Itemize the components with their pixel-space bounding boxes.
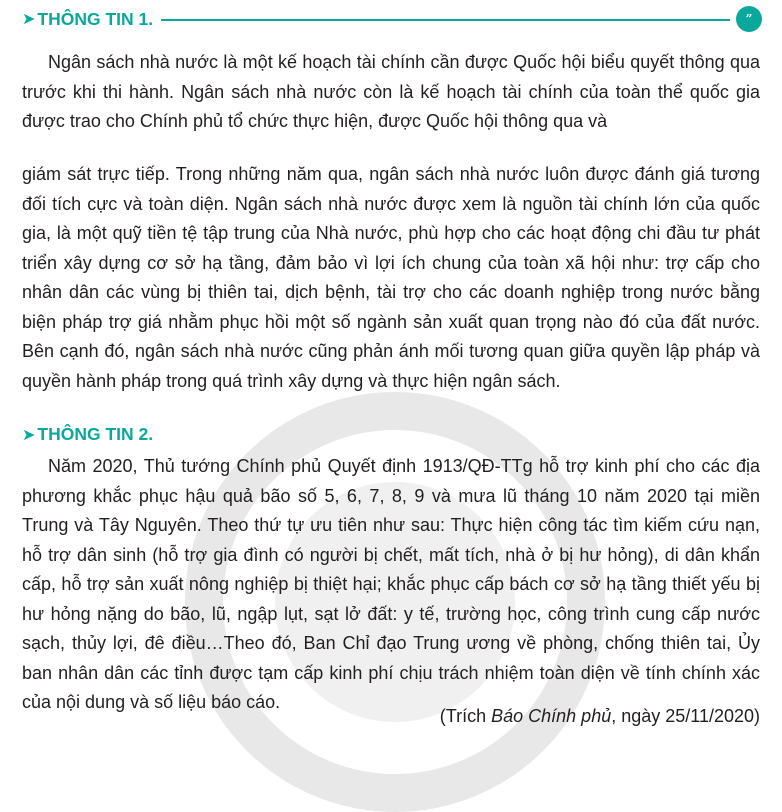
info1-paragraph-2: giám sát trực tiếp. Trong những năm qua, ngân sách nhà nước luôn được đánh giá tương đối tích cực và toàn diện. Ngân sách nhà nước được xem là nguồn tài chính lớn của quốc gia, là một quỹ tiền tệ tập trung của Nhà nước, phù hợp cho các hoạt động chi đầu tư phát triển xây dựng cơ sở hạ tầng, đảm bảo vì lợi ích chung của toàn xã hội như: trợ cấp cho nhân dân các vùng bị thiên tai, dịch bệnh, tài trợ cho các doanh nghiệp trong nước bằng biện pháp trợ giá nhằm phục hồi một số ngành sản xuất quan trọng nào đó của đất nước. Bên cạnh đó, ngân sách nhà nước cũng phản ánh mối tương quan giữa quyền lập pháp và quyền hành pháp trong quá trình xây dựng và thực hiện ngân sách. (22, 164, 760, 391)
heading-rule (161, 19, 730, 21)
source-title: Báo Chính phủ (491, 706, 612, 726)
info2-heading-text: THÔNG TIN 2. (37, 424, 154, 444)
info2-paragraph: Năm 2020, Thủ tướng Chính phủ Quyết định 1913/QĐ-TTg hỗ trợ kinh phí cho các địa phương khắc phục hậu quả bão số 5, 6, 7, 8, 9 và mưa lũ tháng 10 năm 2020 tại miền Trung và Tây Nguyên. Theo thứ tự ưu tiên như sau: Thực hiện công tác tìm kiếm cứu nạn, hỗ trợ dân sinh (hỗ trợ gia đình có người bị chết, mất tích, nhà ở bị hư hỏng), di dân khẩn cấp, hỗ trợ sản xuất nông nghiệp bị thiệt hại; khắc phục cấp bách cơ sở hạ tầng thiết yếu bị hư hỏng nặng do bão, lũ, ngập lụt, sạt lở đất: y tế, trường học, công trình cung cấp nước sạch, thủy lợi, đê điều…Theo đó, Ban Chỉ đạo Trung ương về phòng, chống thiên tai, Ủy ban nhân dân các tỉnh được tạm cấp kinh phí chịu trách nhiệm toàn diện về tính chính xác của nội dung và số liệu báo cáo. (22, 456, 760, 712)
info1-heading-text: THÔNG TIN 1. (37, 8, 154, 29)
source-suffix: , ngày 25/11/2020) (611, 706, 760, 726)
source-prefix: (Trích (439, 706, 492, 726)
info1-paragraph-1: Ngân sách nhà nước là một kế hoạch tài chính cần được Quốc hội biểu quyết thông qua trước khi thi hành. Ngân sách nhà nước còn là kế hoạch tài chính của toàn thể quốc gia được trao cho Chính phủ tổ chức thực hiện, được Quốc hội thông qua và (22, 52, 760, 131)
arrow-icon: ➤ (22, 426, 36, 444)
source-citation (440, 702, 760, 731)
info2-heading (22, 424, 153, 445)
arrow-icon: ➤ (22, 11, 36, 28)
quote-icon: ” (736, 6, 762, 32)
info1-heading (22, 6, 762, 32)
